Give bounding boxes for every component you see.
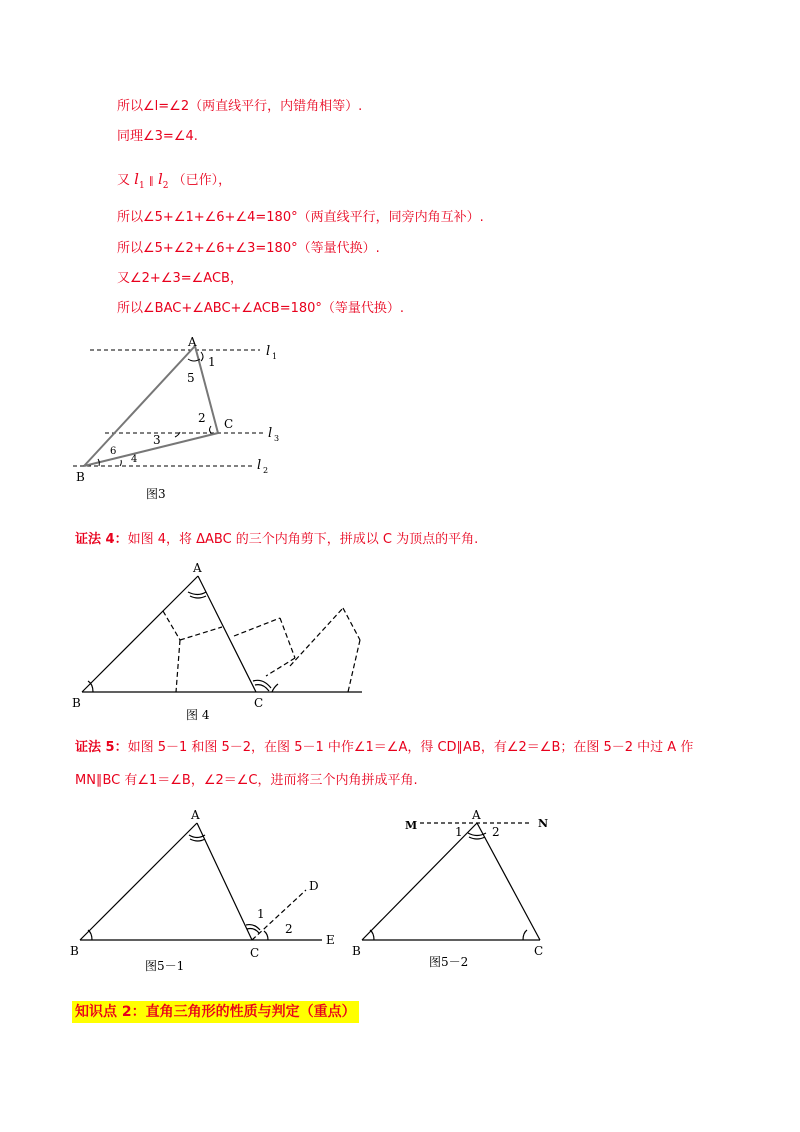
fig52-caption: 图5－2: [429, 955, 469, 969]
fig51-caption: 图5－1: [145, 959, 185, 973]
fig52-label-M: M: [405, 819, 418, 832]
fig52-label-N: N: [538, 817, 549, 830]
method-4-label: 证法 4：: [75, 532, 128, 547]
proof-line-6: 又∠2+∠3=∠ACB，: [117, 271, 243, 286]
fig3-angle-4: 4: [131, 454, 138, 465]
fig3-line-l3-sub: 3: [274, 434, 280, 443]
fig3-angle-6: 6: [110, 446, 117, 457]
parallel-symbol: ∥: [148, 176, 154, 187]
fig51-label-B: B: [70, 944, 79, 958]
proof-line-3: [117, 170, 231, 195]
fig3-line-l1: l: [266, 344, 271, 359]
proof-line-4: 所以∠5+∠1+∠6+∠4=180°（两直线平行，同旁内角互补）.: [117, 210, 484, 225]
fig3-angle-1: 1: [208, 355, 216, 369]
fig3-line-l1-sub: 1: [272, 352, 278, 361]
fig51-label-A: A: [191, 808, 200, 822]
method-5-line-2: MN∥BC 有∠1＝∠B，∠2＝∠C，进而将三个内角拼成平角.: [75, 773, 418, 788]
fig3-line-l2-sub: 2: [263, 466, 269, 475]
fig3-label-A: A: [188, 335, 197, 349]
fig52-angle-1: 1: [455, 825, 463, 839]
fig3-angle-3: 3: [153, 433, 161, 447]
fig4-caption: 图 4: [186, 708, 210, 722]
line-l1: $l_1$: [134, 170, 145, 191]
line-l2: $l_2$: [157, 170, 169, 191]
fig52-label-C: C: [534, 944, 544, 958]
fig51-label-C: C: [250, 946, 260, 960]
proof-line-2: 同理∠3=∠4.: [117, 129, 198, 144]
proof-line-7: 所以∠BAC+∠ABC+∠ACB=180°（等量代换）.: [117, 301, 405, 316]
method-4-text: 如图 4，将 ΔABC 的三个内角剪下，拼成以 C 为顶点的平角.: [127, 532, 479, 547]
method-5-text-1: 如图 5－1 和图 5－2，在图 5－1 中作∠1＝∠A，得 CD∥AB，有∠2＝∠B；在图 5－2 中过 A 作: [127, 740, 694, 755]
fig3-angle-2: 2: [198, 411, 206, 425]
fig3-line-l2: l: [257, 458, 262, 473]
parallel-prefix: 又: [117, 173, 131, 188]
fig3-label-C: C: [224, 417, 234, 431]
proof-line-3-text: （已作），: [172, 173, 232, 188]
fig4-label-A: A: [193, 561, 202, 575]
fig51-label-E: E: [326, 933, 335, 947]
method-5-label: 证法 5：: [75, 740, 128, 755]
fig52-angle-2: 2: [492, 825, 500, 839]
fig51-angle-2: 2: [285, 922, 293, 936]
fig52-label-B: B: [352, 944, 361, 958]
method-5-line-1: [75, 738, 693, 758]
fig3-label-B: B: [76, 470, 85, 484]
fig4-label-C: C: [254, 696, 264, 710]
fig3-caption: 图3: [146, 487, 166, 501]
proof-line-5: 所以∠5+∠2+∠6+∠3=180°（等量代换）.: [117, 241, 380, 256]
method-4: [75, 530, 478, 550]
proof-line-1: 所以∠l=∠2（两直线平行，内错角相等）.: [117, 99, 363, 114]
fig4-label-B: B: [72, 696, 81, 710]
fig3-line-l3: l: [268, 426, 273, 441]
fig51-angle-1: 1: [257, 907, 265, 921]
fig51-label-D: D: [309, 879, 319, 893]
knowledge-point-heading: 知识点 2：直角三角形的性质与判定（重点）: [72, 1001, 359, 1023]
fig52-label-A: A: [472, 808, 481, 822]
fig3-angle-5: 5: [187, 371, 195, 385]
